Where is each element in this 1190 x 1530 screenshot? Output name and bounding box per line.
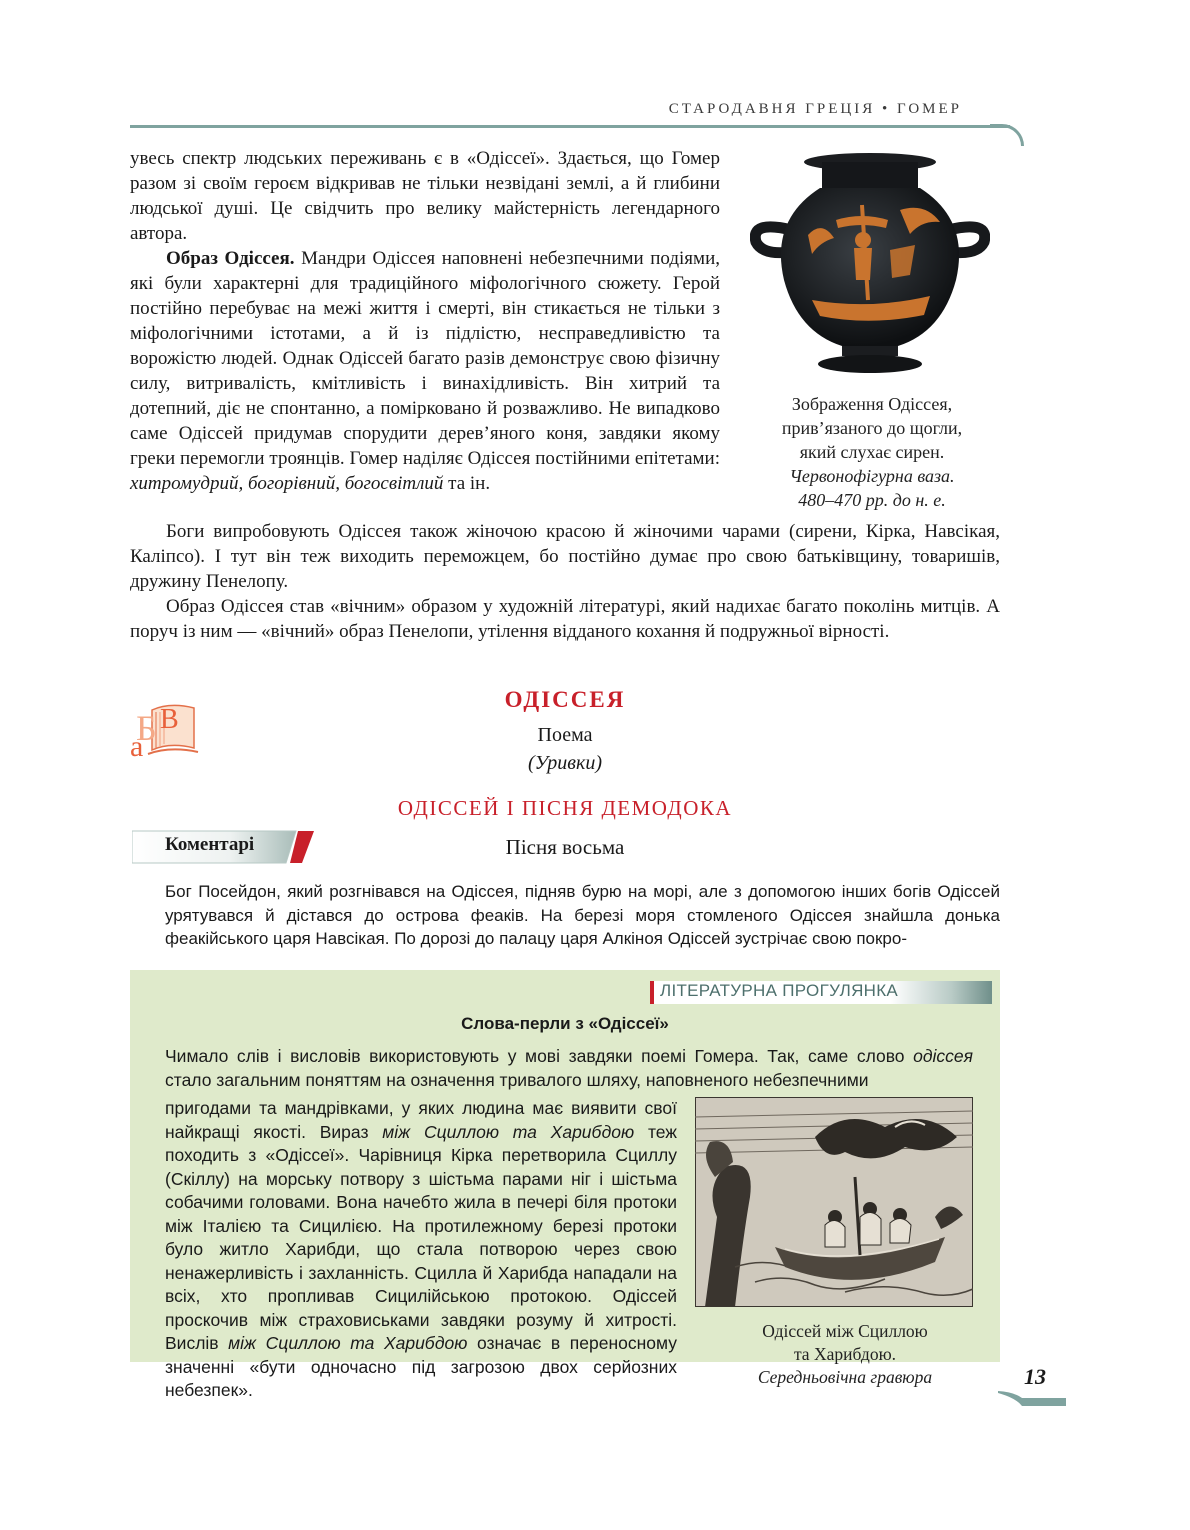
poem-title: ОДІССЕЯ: [504, 687, 626, 712]
intro-paragraph-4: Образ Одіссея став «вічним» образом у художній літературі, який надихає багато поколінь митців. А поруч із ним — «вічний» образ Пенелопи, утілення відданого кохання й подружньої вірності.: [130, 596, 1000, 642]
page-number: 13: [1024, 1364, 1046, 1389]
footer-rule: [996, 1390, 1066, 1408]
literary-walk-text-column: пригодами та мандрівками, у яких людина має виявити свої найкращі якості. Вираз між Сциллою та Харибдою теж походить з «Одіссеї». Чарівниця Кірка перетворила Сциллу (Скіллу) на морську потвору з шістьма парами ніг і шістьма собачими головами. Вона начебто жила в печері біля протоки між Італією та Сицилією. На протилежному березі протоки було житло Харибди, що стала потворою через свою ненажерливість і захланність. Сцилла й Харибда нападали на всіх, хто пропливав Сицилійською протокою. Одіссей проскочив між страховиськами завдяки розуму й хитрості. Вислів між Сциллою та Харибдою означає в переносному значенні «бути одночасно під загрозою двох серйозних небезпек».: [165, 1098, 678, 1400]
intro-full-width: [130, 519, 1000, 644]
epithets: хитромудрий, богорівний, богосвітлий: [130, 473, 444, 494]
commentary-label: Коментарі: [165, 834, 255, 855]
literary-walk-text-top: Чимало слів і висловів використовують у мові завдяки поемі Гомера. Так, саме слово одіссея стало загальним поняттям на означення тривалого шляху, наповненого небезпечними: [165, 1046, 973, 1090]
svg-text:Б: Б: [136, 708, 157, 748]
vase-caption: Зображення Одіссея, прив’язаного до щогли, який слухає сирен. Червонофігурна ваза. 480–470 рр. до н. е.: [781, 394, 963, 510]
section-heading-odysseus-image: Образ Одіссея.: [166, 248, 295, 269]
intro-paragraph-3: Боги випробовують Одіссея також жіночою красою й жіночими чарами (сирени, Кірка, Навсікая, Каліпсо). І тут він теж виходить переможцем, бо постійно думає про свою батьківщину, товаришів, дружину Пенелопу.: [130, 521, 1000, 592]
literary-walk-tag: ЛІТЕРАТУРНА ПРОГУЛЯНКА: [660, 981, 899, 1000]
running-head: СТАРОДАВНЯ ГРЕЦІЯ • ГОМЕР: [668, 101, 962, 117]
intro-paragraph-2: Образ Одіссея. Мандри Одіссея наповнені небезпечними подіями, які були характерні для традиційного міфологічного сюжету. Герой постійно перебуває на межі життя і смерті, він стикається не тільки з міфологічними істотами, а й із підлістю, несправедливістю та ворожістю людей. Однак Одіссей багато разів демонструє свою фізичну силу, витривалість, кмітливість і винахідливість. Він хитрий та дотепний, діє не спонтанно, а помірковано й розважливо. Не випадково саме Одіссей придумав спорудити дерев’яного коня, завдяки якому греки перемогли троянців. Гомер наділяє Одіссея постійними епітетами: хитромудрий, богорівний, богосвітлий та ін.: [130, 248, 720, 494]
section-title: ОДІССЕЙ І ПІСНЯ ДЕМОДОКА: [397, 796, 733, 820]
intro-column: [130, 146, 720, 496]
svg-text:В: В: [160, 704, 179, 735]
poem-genre: Поема: [537, 724, 593, 746]
engraving-image: [695, 1097, 973, 1307]
intro-paragraph-1: увесь спектр людських переживань є в «Одіссеї». Здається, що Гомер разом зі своїм героєм відкривав не тільки незвідані землі, а й глибини людської душі. Це свідчить про велику майстерність легендарного автора.: [130, 148, 720, 244]
poem-note: (Уривки): [527, 752, 602, 774]
commentary-text: Бог Посейдон, який розгнівався на Одіссея, підняв бурю на морі, але з допомогою інших богів Одіссей урятувався й дістався до острова феаків. На березі моря стомленого Одіссея знайшла донька феакійського царя Навсікая. По дорозі до палацу царя Алкіноя Одіссей зустрічає свою покро-: [165, 882, 1000, 948]
song-title: Пісня восьма: [505, 835, 625, 859]
header-rule-curl: [990, 124, 1024, 146]
literary-walk-title: Слова-перли з «Одіссеї»: [461, 1014, 669, 1033]
svg-text:а: а: [130, 730, 144, 760]
engraving-caption: Одіссей між Сциллою та Харибдою. Середньовічна гравюра: [757, 1321, 933, 1387]
header-rule: [130, 125, 1010, 128]
vase-image: [750, 150, 990, 375]
